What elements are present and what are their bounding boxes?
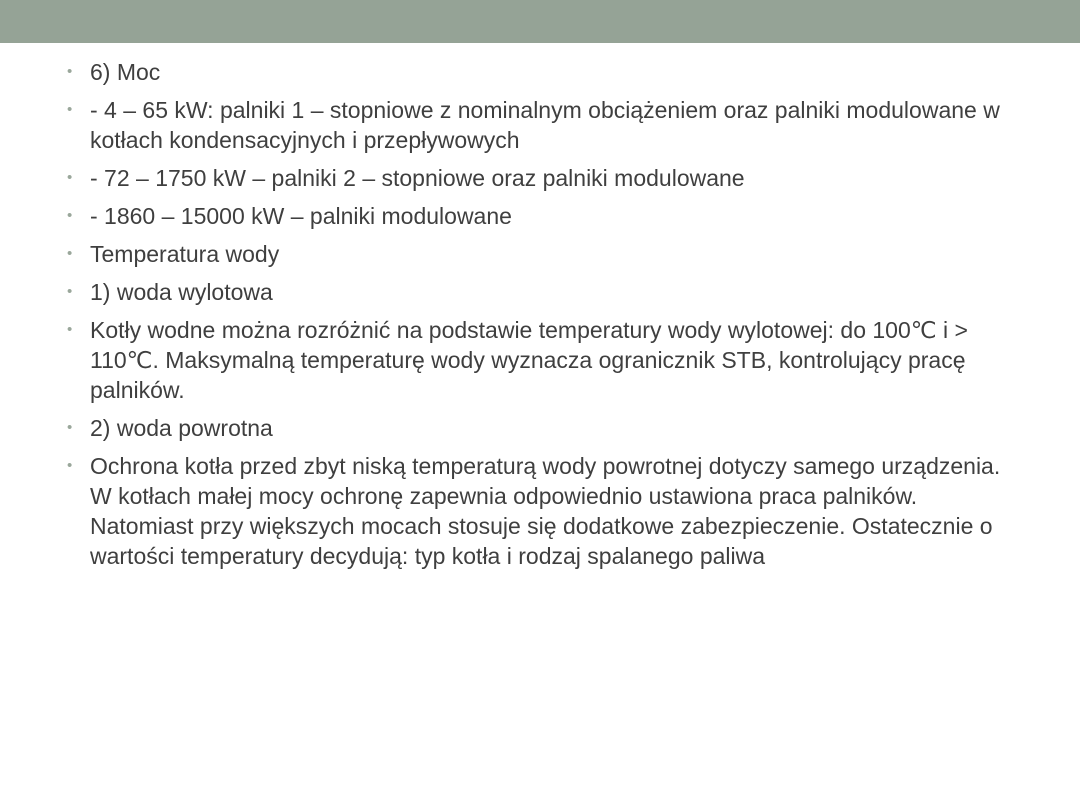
bullet-icon: • <box>67 101 73 118</box>
bullet-item <box>66 163 1026 193</box>
bullet-text: - 1860 – 15000 kW – palniki modulowane <box>90 203 512 229</box>
bullet-item <box>66 57 1026 87</box>
bullet-icon: • <box>67 207 73 224</box>
bullet-text: 1) woda wylotowa <box>90 279 273 305</box>
slide-content <box>66 57 1026 579</box>
bullet-icon: • <box>67 321 73 338</box>
bullet-item <box>66 95 1026 155</box>
bullet-icon: • <box>67 63 73 80</box>
bullet-item <box>66 239 1026 269</box>
slide-header-bar <box>0 0 1080 43</box>
bullet-icon: • <box>67 245 73 262</box>
bullet-text: - 4 – 65 kW: palniki 1 – stopniowe z nominalnym obciążeniem oraz palniki modulowane w kotłach kondensacyjnych i przepływowych <box>90 97 1000 153</box>
bullet-icon: • <box>67 457 73 474</box>
bullet-item <box>66 277 1026 307</box>
bullet-icon: • <box>67 169 73 186</box>
bullet-item <box>66 201 1026 231</box>
bullet-text: 6) Moc <box>90 59 161 85</box>
bullet-icon: • <box>67 283 73 300</box>
bullet-item <box>66 451 1026 571</box>
bullet-text: Kotły wodne można rozróżnić na podstawie temperatury wody wylotowej: do 100℃ i > 110℃. Maksymalną temperaturę wody wyznacza ogranicznik STB, kontrolujący pracę palników. <box>90 317 968 403</box>
bullet-text: - 72 – 1750 kW – palniki 2 – stopniowe oraz palniki modulowane <box>90 165 745 191</box>
bullet-text: 2) woda powrotna <box>90 415 273 441</box>
bullet-text: Ochrona kotła przed zbyt niską temperaturą wody powrotnej dotyczy samego urządzenia. W kotłach małej mocy ochronę zapewnia odpowiednio ustawiona praca palników. Natomiast przy większych mocach stosuje się dodatkowe zabezpieczenie. Ostatecznie o wartości temperatury decydują: typ kotła i rodzaj spalanego paliwa <box>90 453 1001 569</box>
bullet-item <box>66 413 1026 443</box>
bullet-item <box>66 315 1026 405</box>
bullet-icon: • <box>67 419 73 436</box>
bullet-text: Temperatura wody <box>90 241 280 267</box>
bullet-list <box>66 57 1026 571</box>
